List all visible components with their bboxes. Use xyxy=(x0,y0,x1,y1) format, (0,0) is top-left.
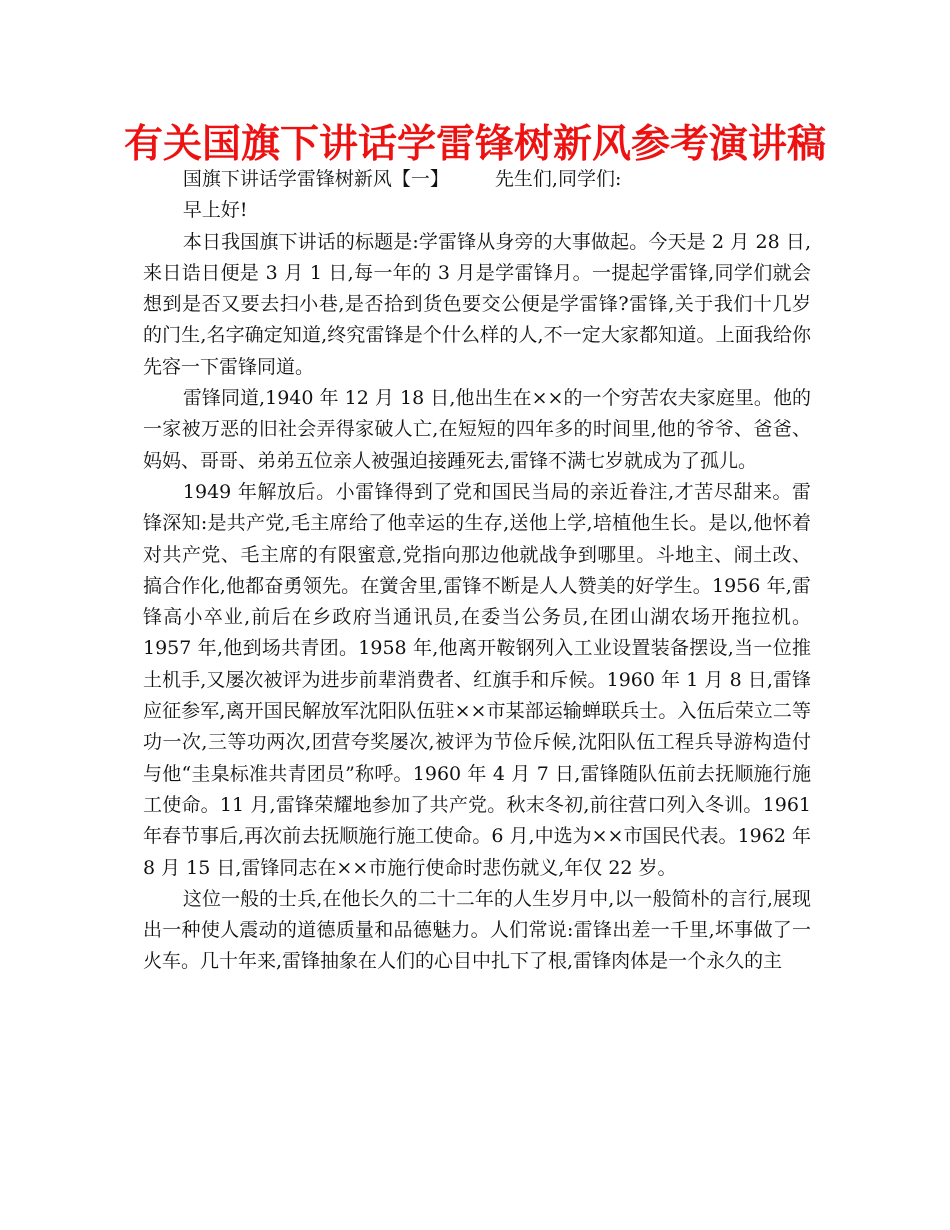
subtitle-line xyxy=(143,164,811,195)
greeting: 早上好! xyxy=(182,199,248,222)
subtitle: 国旗下讲话学雷锋树新风【一】 xyxy=(182,168,449,190)
document-title: 有关国旗下讲话学雷锋树新风参考演讲稿 xyxy=(123,122,826,167)
paragraph-4: 这位一般的士兵,在他长久的二十二年的人生岁月中,以一般简朴的言行,展现出一种使人震动的道德质量和品德魅力。人们常说:雷锋出差一千里,坏事做了一火车。几十年来,雷锋抽象在人们的心目中扎下了根,雷锋肉体是一个永久的主 xyxy=(143,887,811,973)
paragraph-2: 雷锋同道,1940 年 12 月 18 日,他出生在××的一个穷苦农夫家庭里。他的一家被万恶的旧社会弄得家破人亡,在短短的四年多的时间里,他的爷爷、爸爸、妈妈、哥哥、弟弟五位亲人被强迫接踵死去,雷锋不满七岁就成为了孤儿。 xyxy=(143,387,811,472)
paragraph-1: 本日我国旗下讲话的标题是:学雷锋从身旁的大事做起。今天是 2 月 28 日,来日诰日便是 3 月 1 日,每一年的 3 月是学雷锋月。一提起学雷锋,同学们就会想到是否又要去扫小巷,是否拾到货色要交公便是学雷锋?雷锋,关于我们十几岁的门生,名字确定知道,终究雷锋是个什么样的人,不一定大家都知道。上面我给你先容一下雷锋同道。 xyxy=(143,230,811,378)
paragraph-3: 1949 年解放后。小雷锋得到了党和国民当局的亲近眷注,才苦尽甜来。雷锋深知:是共产党,毛主席给了他幸运的生存,送他上学,培植他生长。是以,他怀着对共产党、毛主席的有限蜜意,党指向那边他就战争到哪里。斗地主、闹土改、搞合作化,他都奋勇领先。在黉舍里,雷锋不断是人人赞美的好学生。1956 年,雷锋高小卒业,前后在乡政府当通讯员,在委当公务员,在团山湖农场开拖拉机。1957 年,他到场共青团。1958 年,他离开鞍钢列入工业设置装备摆设,当一位推土机手,又屡次被评为进步前辈消费者、红旗手和斥候。1960 年 1 月 8 日,雷锋应征参军,离开国民解放军沈阳队伍驻××市某部运输蝉联兵士。入伍后荣立二等功一次,三等功两次,团营夸奖屡次,被评为节俭斥候,沈阳队伍工程兵导游构造付与他“圭臬标准共青团员”称呼。1960 年 4 月 7 日,雷锋随队伍前去抚顺施行施工使命。11 月,雷锋荣耀地参加了共产党。秋末冬初,前往营口列入冬训。1961 年春节事后,再次前去抚顺施行施工使命。6 月,中选为××市国民代表。1962 年 8 月 15 日,雷锋同志在××市施行使命时悲伤就义,年仅 22 岁。 xyxy=(143,480,811,879)
document-body xyxy=(143,164,811,978)
salutation: 先生们,同学们: xyxy=(494,168,622,190)
